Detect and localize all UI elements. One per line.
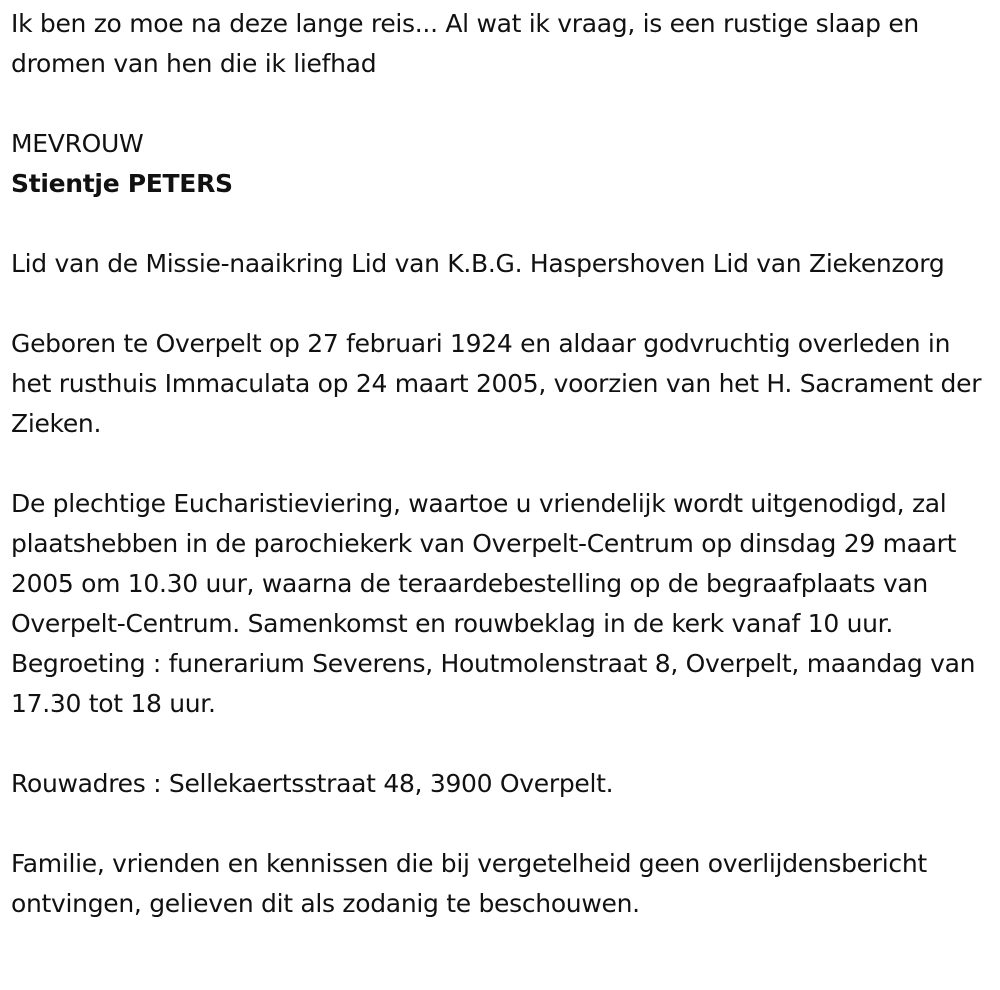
mourning-address: Rouwadres : Sellekaertsstraat 48, 3900 Overpelt. [11, 769, 614, 798]
honorific-title: MEVROUW [11, 129, 144, 158]
memberships-paragraph: Lid van de Missie-naaikring Lid van K.B.G. Haspershoven Lid van Ziekenzorg [11, 249, 945, 278]
birth-death-paragraph: Geboren te Overpelt op 27 februari 1924 en aldaar godvruchtig overleden in het rusthuis Immaculata op 24 maart 2005, voorzien van het H. Sacrament der Zieken. [11, 329, 982, 438]
deceased-name: Stientje PETERS [11, 169, 233, 198]
ceremony-paragraph: De plechtige Eucharistieviering, waartoe u vriendelijk wordt uitgenodigd, zal plaatshebben in de parochiekerk van Overpelt-Centrum op dinsdag 29 maart 2005 om 10.30 uur, waarna de teraardebestelling op de begraafplaats van Overpelt-Centrum. Samenkomst en rouwbeklag in de kerk vanaf 10 uur. Begroeting : funerarium Severens, Houtmolenstraat 8, Overpelt, maandag van 17.30 tot 18 uur. [11, 489, 976, 718]
opening-quote: Ik ben zo moe na deze lange reis... Al wat ik vraag, is een rustige slaap en dromen van hen die ik liefhad [11, 9, 919, 78]
closing-notice: Familie, vrienden en kennissen die bij vergetelheid geen overlijdensbericht ontvingen, gelieven dit als zodanig te beschouwen. [11, 849, 927, 918]
